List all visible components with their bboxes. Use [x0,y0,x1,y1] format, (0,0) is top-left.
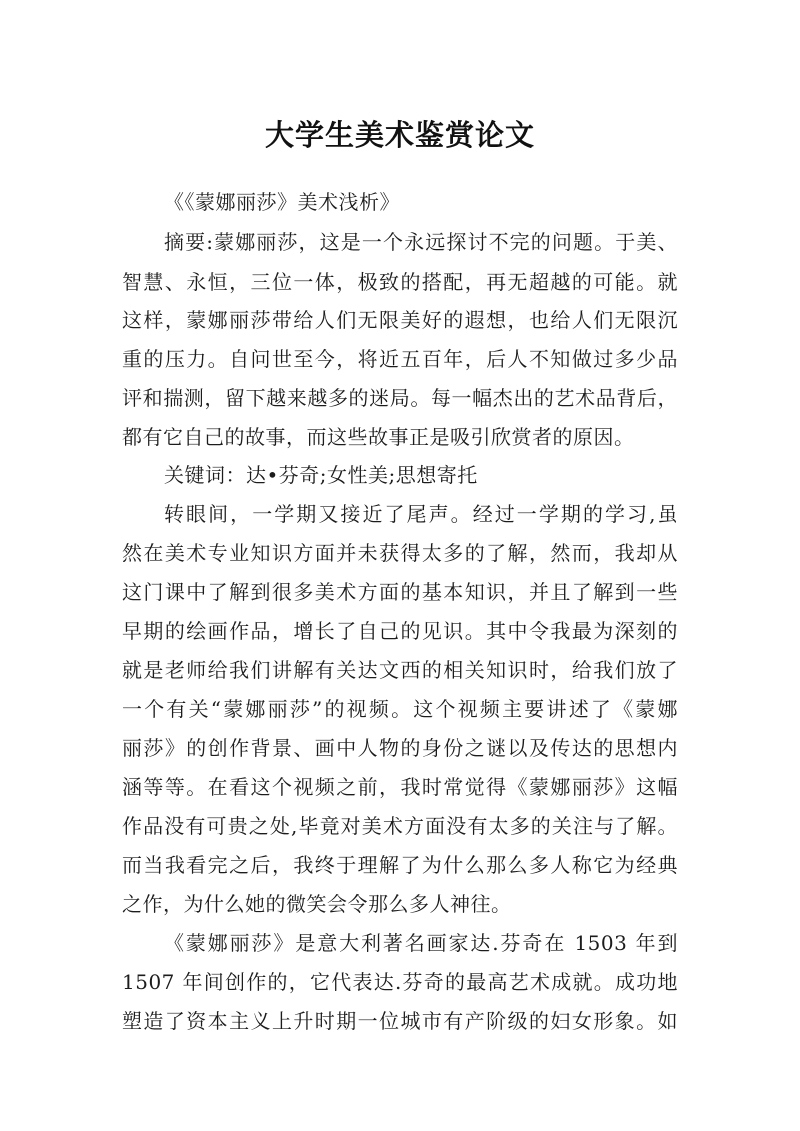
paragraph-line: 作品没有可贵之处,毕竟对美术方面没有太多的关注与了解。 [122,814,678,838]
paragraph-line: 转眼间，一学期又接近了尾声。经过一学期的学习,虽 [164,502,678,526]
paragraph-line: 之作，为什么她的微笑会令那么多人神往。 [122,892,512,916]
subtitle-line: 《《蒙娜丽莎》美术浅析》 [164,190,400,214]
abstract-line: 摘要:蒙娜丽莎，这是一个永远探讨不完的问题。于美、 [164,230,678,254]
paragraph-line: 1507 年间创作的，它代表达.芬奇的最高艺术成就。成功地 [122,970,678,994]
abstract-line: 都有它自己的故事，而这些故事正是吸引欣赏者的原因。 [122,425,635,449]
paragraph-line: 早期的绘画作品，增长了自己的见识。其中令我最为深刻的 [122,619,678,643]
page-title: 大学生美术鉴赏论文 [264,118,535,153]
abstract-line: 评和揣测，留下越来越多的迷局。每一幅杰出的艺术品背后， [122,386,678,410]
paragraph-line: 这门课中了解到很多美术方面的基本知识，并且了解到一些 [122,580,678,604]
paragraph-line: 塑造了资本主义上升时期一位城市有产阶级的妇女形象。如 [122,1009,678,1033]
abstract-line: 智慧、永恒，三位一体，极致的搭配，再无超越的可能。就 [122,270,678,294]
paragraph-line: 涵等等。在看这个视频之前，我时常觉得《蒙娜丽莎》这幅 [122,775,678,799]
paragraph-line: 丽莎》的创作背景、画中人物的身份之谜以及传达的思想内 [122,736,678,760]
paragraph-line: 一个有关“蒙娜丽莎”的视频。这个视频主要讲述了《蒙娜 [122,697,678,721]
paragraph-line: 《蒙娜丽莎》是意大利著名画家达.芬奇在 1503 年到 [164,931,678,955]
abstract-line: 重的压力。自问世至今，将近五百年，后人不知做过多少品 [122,347,678,371]
keywords-line: 关键词：达•芬奇;女性美;思想寄托 [164,463,478,487]
paragraph-line: 然在美术专业知识方面并未获得太多的了解，然而，我却从 [122,541,678,565]
paragraph-line: 就是老师给我们讲解有关达文西的相关知识时，给我们放了 [122,658,678,682]
paragraph-line: 而当我看完之后，我终于理解了为什么那么多人称它为经典 [122,853,678,877]
abstract-line: 这样，蒙娜丽莎带给人们无限美好的遐想，也给人们无限沉 [122,308,678,332]
